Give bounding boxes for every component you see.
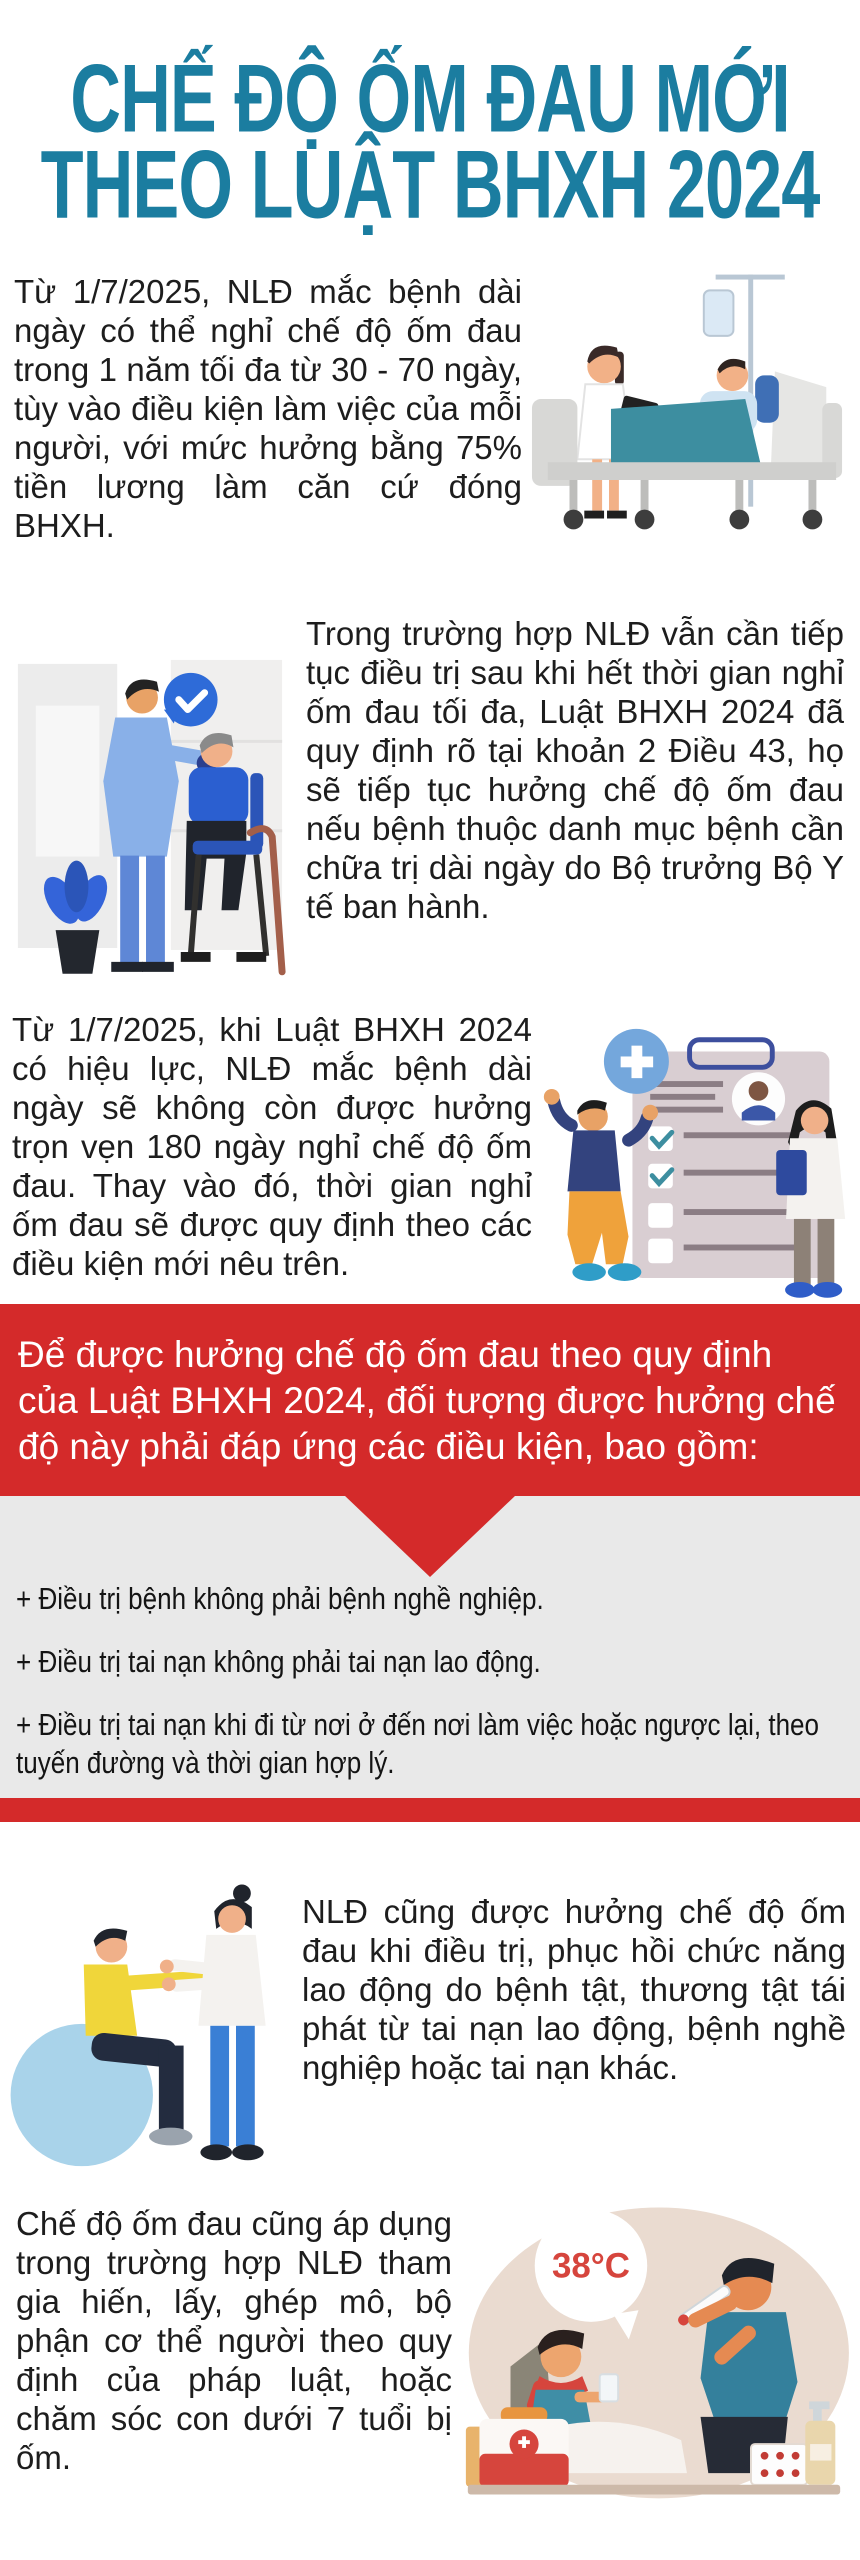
page-title-line-1: CHẾ ĐỘ ỐM ĐAU MỚI [70, 44, 790, 153]
conditions-banner [0, 1304, 860, 1496]
section-continued-treatment [0, 602, 860, 990]
condition-item-3: + Điều trị tai nạn khi đi từ nơi ở đến nơi làm việc hoặc ngược lại, theo tuyến đường và thời gian hợp lý. [16, 1707, 820, 1780]
check-badge-icon [164, 673, 218, 727]
arrow-down-icon [344, 1495, 516, 1577]
page-title-line-2: THEO LUẬT BHXH 2024 [40, 130, 820, 239]
medical-checklist-illustration [534, 998, 854, 1304]
conditions-banner-text: Để được hưởng chế độ ốm đau theo quy định của Luật BHXH 2024, đối tượng được hưởng chế độ này phải đáp ứng các điều kiện, bao gồm: [18, 1334, 836, 1467]
physiotherapy-exercise-ball-illustration [0, 1836, 298, 2182]
father-caring-sick-child-illustration [452, 2190, 856, 2510]
page-title [0, 0, 860, 239]
section-rehabilitation [0, 1836, 860, 2182]
paragraph-long-term-disease: Trong trường hợp NLĐ vẫn cần tiếp tục điều trị sau khi hết thời gian nghỉ ốm đau tối đa, Luật BHXH 2024 đã quy định rõ tại khoản 2 Điều 43, họ sẽ tiếp tục hưởng chế độ ốm đau nếu bệnh thuộc danh mục bệnh cần chữa trị dài ngày do Bộ trưởng Bộ Y tế ban hành. [306, 615, 844, 925]
section-effective-date [0, 248, 860, 556]
red-divider-bar [0, 1798, 860, 1822]
table-surface [468, 2485, 840, 2495]
doctor-patient-hospital-bed-illustration [530, 248, 846, 554]
plus-badge-icon [604, 1029, 669, 1094]
temperature-label: 38°C [551, 2246, 630, 2286]
nurse-examining-elderly-man-illustration [0, 602, 298, 990]
paragraph-organ-donation-childcare: Chế độ ốm đau cũng áp dụng trong trường hợp NLĐ tham gia hiến, lấy, ghép mô, bộ phận cơ thể người theo quy định của pháp luật, hoặc chăm sóc con dưới 7 tuổi bị ốm. [16, 2205, 452, 2476]
first-aid-kit-icon [466, 2407, 569, 2487]
section-no-180-days [0, 998, 860, 1304]
condition-item-1: + Điều trị bệnh không phải bệnh nghề nghiệp. [16, 1581, 544, 1616]
section-organ-donation-childcare [0, 2190, 860, 2510]
condition-item-2: + Điều trị tai nạn không phải tai nạn lao động. [16, 1644, 541, 1679]
paragraph-rehabilitation: NLĐ cũng được hưởng chế độ ốm đau khi điều trị, phục hồi chức năng lao động do bệnh tật, thương tật tái phát từ tai nạn lao động, bệnh nghề nghiệp hoặc tai nạn khác. [302, 1893, 846, 2086]
paragraph-180-days-change: Từ 1/7/2025, khi Luật BHXH 2024 có hiệu lực, NLĐ mắc bệnh dài ngày sẽ không còn được hưởng trọn vẹn 180 ngày nghỉ chế độ ốm đau. Thay vào đó, thời gian nghỉ ốm đau sẽ được quy định theo các điều kiện mới nêu trên. [12, 1011, 532, 1282]
medicine-pack-icon [751, 2444, 807, 2485]
conditions-section [0, 1496, 860, 1798]
paragraph-sick-leave-days: Từ 1/7/2025, NLĐ mắc bệnh dài ngày có thể nghỉ chế độ ốm đau trong 1 năm tối đa từ 30 - 70 ngày, tùy vào điều kiện làm việc của mỗi người, với mức hưởng bằng 75% tiền lương làm căn cứ đóng BHXH. [14, 273, 522, 544]
